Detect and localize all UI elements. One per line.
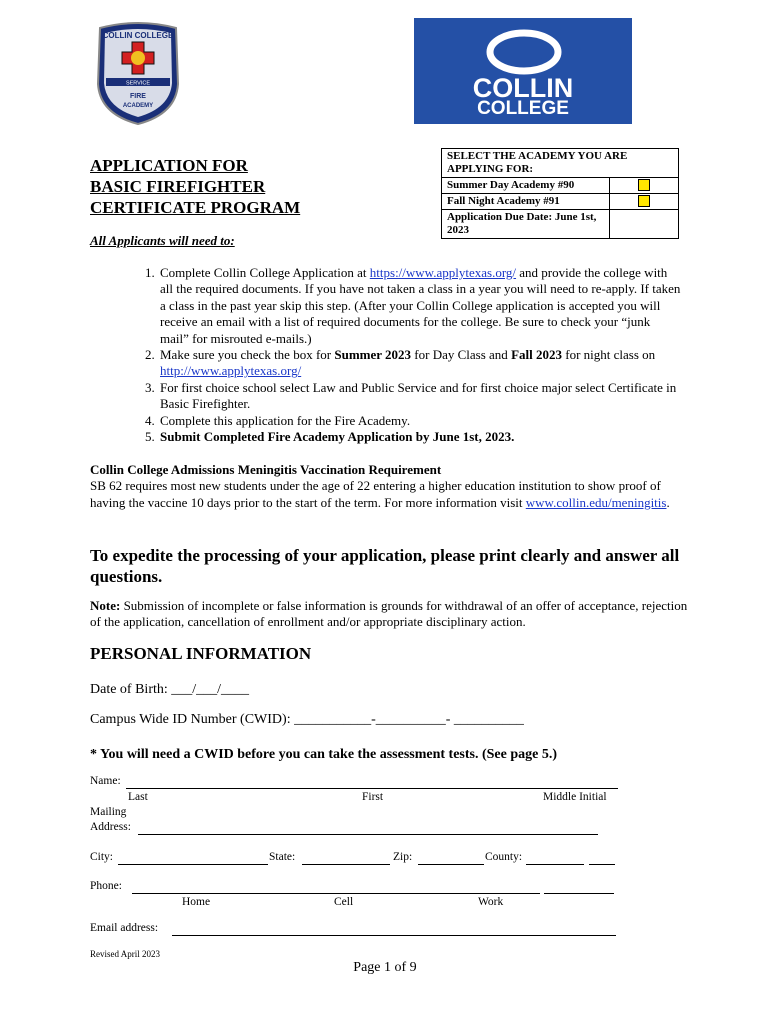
academy-table-header: SELECT THE ACADEMY YOU ARE APPLYING FOR: — [442, 149, 679, 178]
expedite-heading: To expedite the processing of your application, please print clearly and answer all questions. — [90, 546, 680, 586]
phone-label: Phone: — [90, 880, 122, 892]
title-line-1: APPLICATION FOR — [90, 156, 248, 175]
badge-arc-text: COLLIN COLLEGE — [102, 31, 174, 40]
name-sub-first: First — [362, 791, 384, 803]
address-label: Address: — [90, 821, 131, 833]
title-line-3: CERTIFICATE PROGRAM — [90, 198, 301, 217]
fall-academy-label: Fall Night Academy #91 — [442, 194, 610, 210]
phone-extra-line[interactable] — [544, 893, 614, 894]
college-logo-word-2: COLLEGE — [477, 98, 569, 119]
date-of-birth-field[interactable]: Date of Birth: ___/___/____ — [90, 682, 250, 697]
step-2: 2. Make sure you check the box for Summer 2023 for Day Class and Fall 2023 for night class on http://www.applytexas.org/ — [158, 347, 682, 380]
academy-selection-table — [441, 148, 679, 239]
name-sub-middle: Middle Initial — [543, 791, 607, 803]
page-number: Page 1 of 9 — [353, 960, 417, 975]
personal-info-heading: PERSONAL INFORMATION — [90, 644, 312, 663]
college-logo-word-1: COLLIN — [472, 73, 574, 103]
county-extra-line[interactable] — [589, 864, 615, 865]
mailing-label: Mailing — [90, 806, 127, 818]
applicants-subtitle: All Applicants will need to: — [90, 233, 235, 248]
applytexas-link[interactable]: https://www.applytexas.org/ — [369, 265, 517, 280]
email-label: Email address: — [90, 922, 159, 934]
summer-academy-checkbox[interactable] — [638, 179, 650, 191]
name-sub-last: Last — [128, 791, 148, 803]
zip-label: Zip: — [393, 851, 413, 863]
phone-sub-work: Work — [478, 896, 504, 908]
meningitis-body: SB 62 requires most new students under the age of 22 entering a higher education institution to show proof of having the vaccine 10 days prior to the start of the term. For more information visit — [90, 478, 661, 510]
fall-academy-checkbox[interactable] — [638, 195, 650, 207]
city-input-line[interactable] — [118, 864, 268, 865]
state-label: State: — [269, 851, 296, 863]
address-input-line[interactable] — [138, 834, 598, 835]
cwid-field[interactable]: Campus Wide ID Number (CWID): ___________-__________- __________ — [90, 712, 524, 727]
fire-academy-badge-logo — [92, 22, 184, 126]
county-input-line[interactable] — [526, 864, 584, 865]
cwid-note: * You will need a CWID before you can take the assessment tests. (See page 5.) — [90, 747, 558, 762]
city-label: City: — [90, 851, 114, 863]
county-label: County: — [485, 851, 523, 863]
step-3: 3. For first choice school select Law and Public Service and for first choice major select Certificate in Basic Firefighter. — [158, 380, 682, 413]
meningitis-heading: Collin College Admissions Meningitis Vaccination Requirement — [90, 462, 442, 477]
phone-sub-cell: Cell — [334, 896, 354, 908]
meningitis-section: Collin College Admissions Meningitis Vaccination Requirement SB 62 requires most new students under the age of 22 entering a higher education institution to show proof of having the vaccine 10 days prior to the start of the term. For more information visit www.collin.edu/meningitis. — [90, 462, 690, 511]
state-input-line[interactable] — [302, 864, 390, 865]
collin-college-logo — [414, 18, 632, 124]
note-paragraph: Note: Submission of incomplete or false information is grounds for withdrawal of an offer of acceptance, rejection of the application, cancellation of enrollment and/or appropriate disciplinary action. — [90, 598, 688, 630]
step-5: 5. Submit Completed Fire Academy Application by June 1st, 2023. — [158, 429, 682, 445]
name-input-line[interactable] — [126, 788, 618, 789]
note-label: Note: — [90, 598, 121, 613]
name-label: Name: — [90, 775, 121, 787]
applytexas-link-2[interactable]: http://www.applytexas.org/ — [160, 363, 302, 379]
phone-sub-home: Home — [182, 896, 211, 908]
document-title — [90, 155, 300, 218]
phone-input-line[interactable] — [132, 893, 540, 894]
badge-fire-text: FIRE — [130, 93, 146, 100]
step-1: 1. Complete Collin College Application at https://www.applytexas.org/ and provide the college with all the required documents. If you have not taken a class in a year you will need to re-apply. If taken a class in the past year skip this step. (After your Collin College application is accepted you will receive an email with a list of required documents for the college. Be sure to check your “junk mail” for misrouted e-mails.) — [158, 265, 682, 347]
email-input-line[interactable] — [172, 935, 616, 936]
revised-date: Revised April 2023 — [90, 949, 160, 959]
application-steps-list — [110, 265, 682, 445]
meningitis-link[interactable]: www.collin.edu/meningitis — [525, 494, 667, 510]
badge-band-text: SERVICE — [125, 80, 151, 87]
title-line-2: BASIC FIREFIGHTER — [90, 177, 266, 196]
step-4: 4. Complete this application for the Fire Academy. — [158, 413, 682, 429]
zip-input-line[interactable] — [418, 864, 484, 865]
due-date-label: Application Due Date: June 1st, 2023 — [442, 210, 610, 239]
college-swirl-icon — [486, 28, 562, 76]
badge-academy-text: ACADEMY — [122, 103, 154, 109]
summer-academy-label: Summer Day Academy #90 — [442, 178, 610, 194]
